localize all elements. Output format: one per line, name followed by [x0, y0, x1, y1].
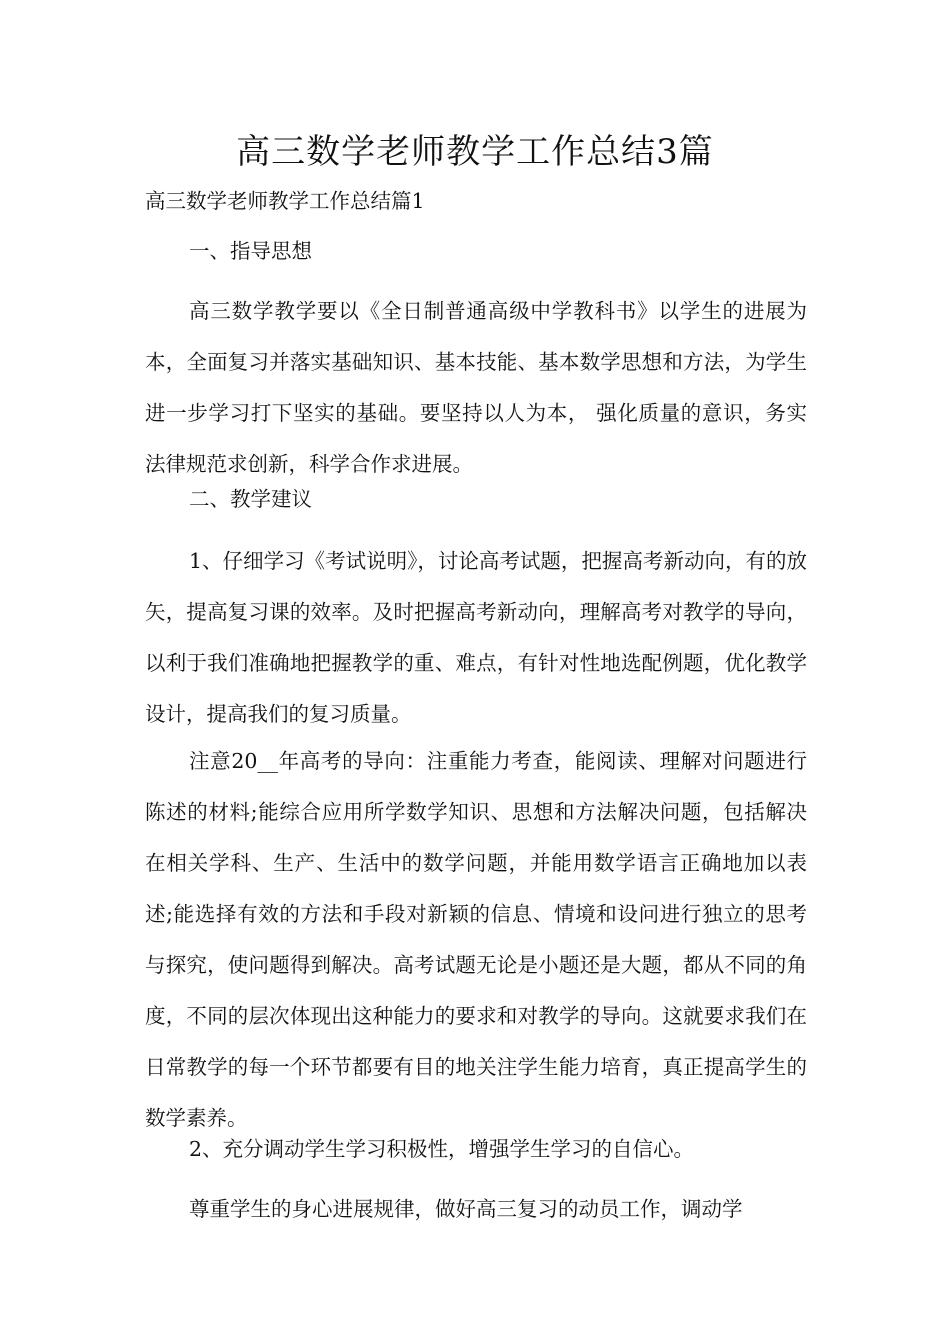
paragraph-item-1: 1、仔细学习《考试说明》，讨论高考试题，把握高考新动向，有的放矢，提高复习课的效率。及时把握高考新动向，理解高考对教学的导向，以利于我们准确地把握教学的重、难点，有针对性地选配例题，优化教学设计，提高我们的复习质量。	[145, 549, 807, 726]
paragraph-guiding-thought: 高三数学教学要以《全日制普通高级中学教科书》以学生的进展为本，全面复习并落实基础知识、基本技能、基本数学思想和方法，为学生进一步学习打下坚实的基础。要坚持以人为本， 强化质量的意识，务实法律规范求创新，科学合作求进展。	[145, 299, 807, 476]
document-subtitle: 高三数学老师教学工作总结篇1	[145, 189, 425, 213]
paragraph-exam-guidance: 注意20__年高考的导向：注重能力考查，能阅读、理解对问题进行陈述的材料;能综合应用所学数学知识、思想和方法解决问题，包括解决在相关学科、生产、生活中的数学问题，并能用数学语言正确地加以表述;能选择有效的方法和手段对新颖的信息、情境和设问进行独立的思考与探究，使问题得到解决。高考试题无论是小题还是大题，都从不同的角度，不同的层次体现出这种能力的要求和对教学的导向。这就要求我们在日常教学的每一个环节都要有目的地关注学生能力培育，真正提高学生的数学素养。	[145, 749, 807, 1130]
section-heading-teaching-suggestions: 二、教学建议	[189, 487, 312, 511]
section-heading-guiding-thought: 一、指导思想	[189, 239, 312, 263]
document-title: 高三数学老师教学工作总结3篇	[236, 132, 714, 172]
paragraph-item-2-body: 尊重学生的身心进展规律，做好高三复习的动员工作，调动学	[189, 1197, 743, 1221]
paragraph-item-2-heading: 2、充分调动学生学习积极性，增强学生学习的自信心。	[189, 1137, 695, 1161]
